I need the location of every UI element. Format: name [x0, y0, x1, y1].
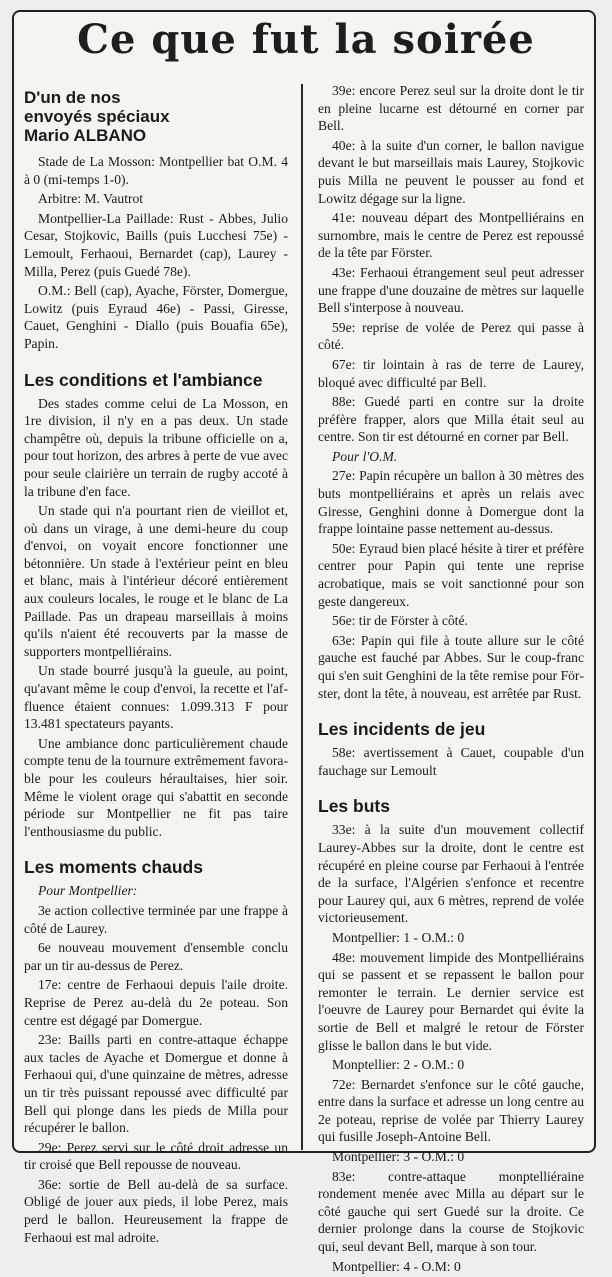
- moment-item: 59e: reprise de volée de Perez qui passe à côté.: [318, 319, 584, 353]
- goal-score: Montpellier: 1 - O.M.: 0: [332, 929, 465, 945]
- moment-item: 56e: tir de Förster à côté.: [332, 613, 468, 629]
- goal-score: Montpellier: 4 - O.M: 0: [332, 1258, 461, 1274]
- article-title: Ce que fut la soirée: [77, 16, 535, 63]
- moment-item: 6e nouveau mouvement d'ensemble conclu par un tir au-dessus de Perez.: [24, 940, 288, 973]
- moment-item: 3e action collective terminée par une frappe à côté de Laurey.: [24, 902, 288, 936]
- moment-item: 36e: sortie de Bell au-delà de sa surface. Obligé de jouer aux pieds, il lobe Perez, mais perd le ballon. Heureusement la frappe de Ferhaoui est mal adroite.: [24, 1176, 288, 1245]
- moment-item: 41e: nouveau départ des Montpelliérains en surnombre, mais le centre de Perez est repoussé de la tête par Förster.: [318, 210, 584, 261]
- paragraph: Une ambiance donc particulièrement chaude compte tenu de la tournure extrêmement favorable pour les couleurs héraultaises, hier soir. Même le violent orage qui s'abattit en seconde période sur Montpellier ne fit pas taire l'enthousiasme du public.: [24, 735, 288, 839]
- moment-item: 17e: centre de Ferhaoui depuis l'aile droite. Reprise de Perez au-delà du 2e poteau. Son centre est dégagé par Domergue.: [24, 977, 288, 1028]
- moment-item: 29e: Perez servi sur le côté droit adresse un tir croisé que Bell repousse de nouveau.: [24, 1139, 288, 1173]
- moment-item: 27e: Papin récupère un ballon à 30 mètres des buts montpelliérains et après un relais avec Giresse, Genghini donne à Domergue dont la frappe lointaine passe nettement au-dessus.: [318, 468, 584, 537]
- byline-author: Mario ALBANO: [24, 126, 147, 145]
- incident-item: 58e: avertissement à Cauet, coupable d'un fauchage sur Lemoult: [318, 745, 584, 778]
- goal-description: 33e: à la suite d'un mouvement collectif Laurey-Abbes sur la droite, dont le centre est récupéré en pleine course par Ferhaoui à l'entrée de la surface, l'Algérien s'enfonce et recentre pour Laurey qui, aux 6 mètres, reprend de volée victorieusement.: [318, 822, 584, 926]
- paragraph: Un stade qui n'a pourtant rien de vieillot et, où dans un virage, à une demi-heure du coup d'envoi, on voyait encore fonctionner une bétonnière. Un stade à l'extérieur peint en bleu et blanc, mais à l'intérieur décoré entièrement aux couleurs locales, le rouge et le blanc de La Paillade. Pas un drapeau marseillais à moins qu'ils n'aient été recouverts par la masse de supporters montpelliérains.: [24, 503, 288, 659]
- goal-description: 72e: Bernardet s'enfonce sur le côté gauche, entre dans la surface et adresse un long centre au 2e poteau, reprise de volée par Thierry Laurey qui fusille Joseph-Antoine Bell.: [318, 1076, 584, 1145]
- lineup-om: O.M.: Bell (cap), Ayache, Förster, Domergue, Lowitz (puis Eyraud 46e) - Passi, Giresse, Cauet, Genghini - Diallo (puis Bouafia 65e), Papin.: [24, 283, 288, 351]
- moment-item: 40e: à la suite d'un corner, le ballon navigue devant le but marseillais mais Laurey, Stojkovic puis Milla ne peuvent le pousser au fond et Lowitz dégage sur la ligne.: [318, 137, 584, 206]
- referee: Arbitre: M. Vautrot: [38, 191, 144, 207]
- byline-line: D'un de nos: [24, 88, 121, 107]
- byline: [24, 88, 288, 145]
- moment-item: 67e: tir lointain à ras de terre de Laurey, bloqué avec difficulté par Bell.: [318, 356, 584, 390]
- section-heading-incidents: Les incidents de jeu: [318, 719, 486, 740]
- moment-item: 88e: Guedé parti en contre sur la droite préfère frapper, alors que Milla était seul au centre. Son tir est détourné en corner par Bell.: [318, 394, 584, 445]
- subheading-montpellier: Pour Montpellier:: [38, 883, 138, 899]
- section-heading-moments: Les moments chauds: [24, 857, 203, 878]
- goal-score: Montpellier: 3 - O.M.: 0: [332, 1149, 465, 1165]
- goal-description: 48e: mouvement limpide des Montpelliérains qui se passent et se repassent le ballon pour remonter le terrain. Le dernier service est l'oeuvre de Laurey pour Bernardet qui évite la sortie de Bell et malgré le retour de Förster glisse le ballon dans le but vide.: [318, 949, 584, 1053]
- paragraph: Un stade bourré jusqu'à la gueule, au point, qu'avant même le coup d'envoi, la recette et l'affluence étaient connues: 1.099.313 F pour 13.481 spectateurs payants.: [24, 663, 288, 732]
- paragraph: Des stades comme celui de La Mosson, en 1re division, il n'y en a pas deux. Un stade champêtre où, depuis la tribune officielle on a, pour tout horizon, des arbres à perte de vue avec pour seule clairière un terrain de rugby accoté à la tribune d'en face.: [24, 395, 288, 499]
- goal-score: Monptellier: 2 - O.M.: 0: [332, 1057, 465, 1073]
- subheading-om: Pour l'O.M.: [332, 448, 398, 464]
- match-result: Stade de La Mosson: Montpellier bat O.M. 4 à 0 (mi-temps 1-0).: [24, 154, 288, 187]
- moment-item: 63e: Papin qui file à toute allure sur le côté gauche est fauché par Abbes. Sur le coup-franc qui s'en suit Genghini de la tête remise pour Förster, dont la tête, à nouveau, est arrêtée par Rust.: [318, 632, 584, 701]
- right-column: [318, 82, 584, 1277]
- column-divider: [301, 84, 303, 1150]
- left-column: [24, 82, 288, 1248]
- lineup-montpellier: Montpellier-La Paillade: Rust - Abbes, Julio Cesar, Stojkovic, Baills (puis Lucchesi 75e) - Lemoult, Ferhaoui, Bernardet (cap), Laurey - Milla, Perez (puis Guedé 78e).: [24, 210, 288, 279]
- moment-item: 43e: Ferhaoui étrangement seul peut adresser une frappe d'une douzaine de mètres sur laquelle Bell s'interpose à nouveau.: [318, 264, 584, 316]
- moment-item: 23e: Baills parti en contre-attaque échappe aux tacles de Ayache et Domergue et donne à Ferhaoui qui, d'une quinzaine de mètres, adresse un tir très puissant repoussé avec difficulté par Bell qui plonge dans les pieds de Milla pour récupérer le ballon.: [24, 1032, 288, 1136]
- goal-description: 83e: contre-attaque monptelliéraine rondement menée avec Milla au départ sur le côté gauche qui sert Guedé sur la droite. Ce dernier prolonge dans la course de Stojkovic qui, seul devant Bell, marque à son tour.: [318, 1168, 584, 1255]
- section-heading-goals: Les buts: [318, 796, 390, 817]
- section-heading-conditions: Les conditions et l'ambiance: [24, 369, 263, 390]
- moment-item: 39e: encore Perez seul sur la droite dont le tir en pleine lucarne est détourné en corner par Bell.: [318, 83, 584, 134]
- byline-line: envoyés spéciaux: [24, 107, 170, 126]
- moment-item: 50e: Eyraud bien placé hésite à tirer et préfère centrer pour Papin qui tente une reprise acrobatique, mais se voit sanctionné pour son geste dangereux.: [318, 540, 584, 609]
